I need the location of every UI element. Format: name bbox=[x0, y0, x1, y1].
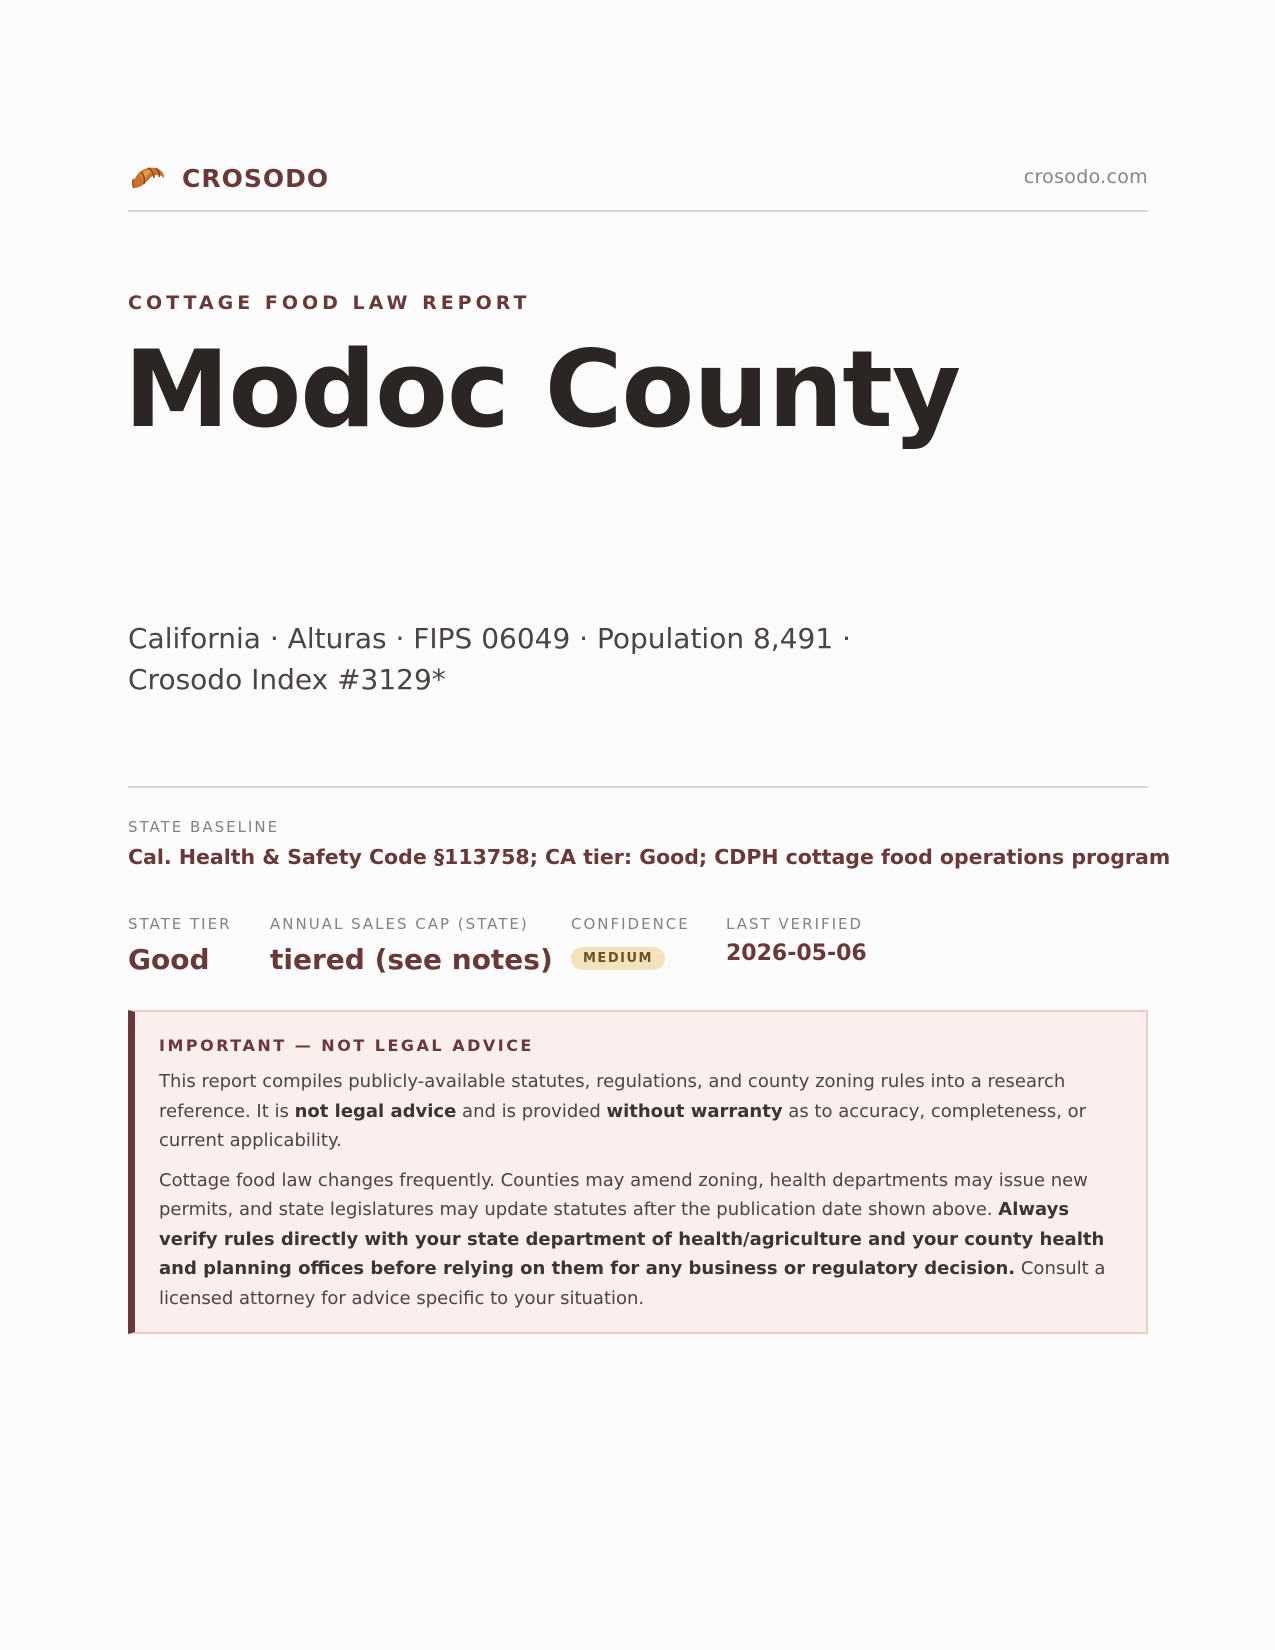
notice-text: as to accuracy, completeness, or current applicability. bbox=[159, 1100, 1087, 1151]
notice-text: and is provided bbox=[456, 1100, 607, 1122]
notice-emphasis: without warranty bbox=[606, 1100, 783, 1122]
stat-value: 2026-05-06 bbox=[726, 941, 867, 966]
stat-confidence bbox=[571, 915, 690, 970]
stat-label: CONFIDENCE bbox=[571, 915, 690, 933]
stat-last-verified bbox=[726, 915, 867, 966]
notice-paragraph bbox=[159, 1067, 1122, 1156]
page-header bbox=[128, 158, 1148, 212]
notice-emphasis: not legal advice bbox=[294, 1100, 457, 1122]
brand-name: CROSODO bbox=[182, 163, 330, 193]
stat-label: ANNUAL SALES CAP (STATE) bbox=[270, 915, 529, 933]
state-baseline-value: Cal. Health & Safety Code §113758; CA tier: Good; CDPH cottage food operations program bbox=[128, 845, 1171, 869]
stat-sales-cap bbox=[270, 915, 553, 976]
confidence-badge: MEDIUM bbox=[571, 947, 665, 970]
report-eyebrow: COTTAGE FOOD LAW REPORT bbox=[128, 292, 531, 314]
notice-paragraph bbox=[159, 1166, 1122, 1314]
notice-text: Consult a licensed attorney for advice specific to your situation. bbox=[159, 1258, 1106, 1309]
notice-emphasis: Always verify rules directly with your state department of health/agriculture and your county health and planning offices before relying on them for any business or regulatory decision. bbox=[159, 1199, 1105, 1279]
section-divider bbox=[128, 786, 1148, 788]
stat-label: STATE TIER bbox=[128, 915, 232, 933]
stat-value: Good bbox=[128, 943, 210, 976]
site-url-link[interactable]: crosodo.com bbox=[1023, 166, 1148, 188]
state-baseline-label: STATE BASELINE bbox=[128, 818, 280, 836]
page-title: Modoc County bbox=[124, 328, 961, 451]
brand[interactable] bbox=[128, 158, 329, 198]
notice-text: This report compiles publicly-available statutes, regulations, and county zoning rules into a research reference. It is bbox=[159, 1071, 1066, 1122]
croissant-icon bbox=[128, 158, 168, 198]
stat-state-tier bbox=[128, 915, 232, 976]
notice-text: Cottage food law changes frequently. Counties may amend zoning, health departments may issue new permits, and state legislatures may update statutes after the publication date shown above. bbox=[159, 1169, 1088, 1220]
stat-value: tiered (see notes) bbox=[270, 943, 553, 976]
county-subtitle: California · Alturas · FIPS 06049 · Population 8,491 · Crosodo Index #3129* bbox=[128, 622, 851, 696]
stat-label: LAST VERIFIED bbox=[726, 915, 864, 933]
legal-notice-box bbox=[128, 1010, 1148, 1334]
notice-title: IMPORTANT — NOT LEGAL ADVICE bbox=[159, 1036, 534, 1055]
